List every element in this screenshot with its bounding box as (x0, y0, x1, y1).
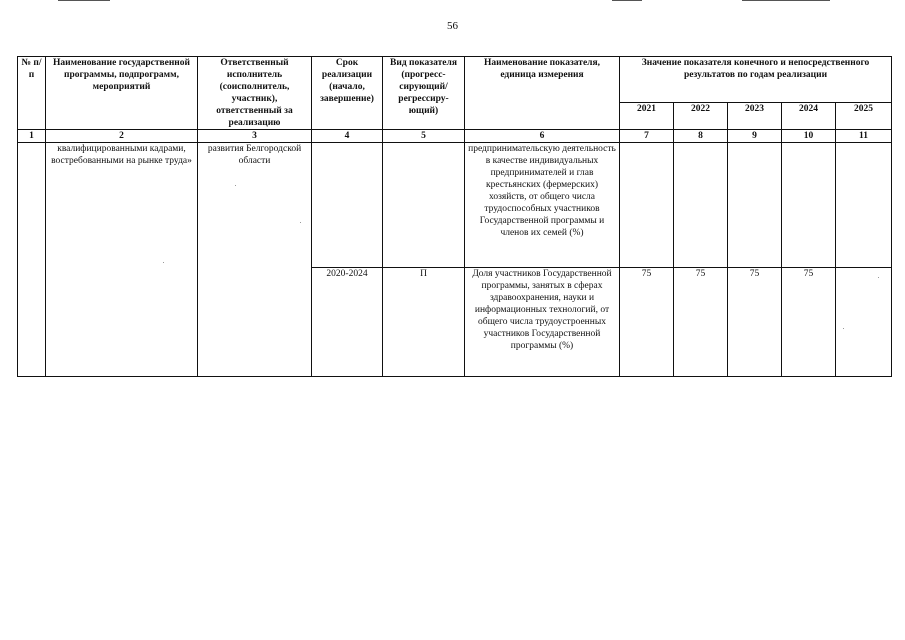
column-number: 11 (836, 130, 892, 143)
cell-period (312, 143, 383, 268)
header-year: 2024 (782, 103, 836, 130)
header-row (18, 57, 892, 103)
table-row (18, 143, 892, 268)
column-number: 5 (383, 130, 465, 143)
top-rule-left (58, 0, 110, 1)
header-year: 2022 (674, 103, 728, 130)
column-number: 2 (46, 130, 198, 143)
cell-indicator: Доля участников Государственной программы, занятых в сферах здравоохранения, науки и информационных технологий, от общего числа трудоустроенных участников Государственной программы (%) (465, 268, 620, 377)
header-year: 2023 (728, 103, 782, 130)
cell-num (18, 143, 46, 377)
cell-executor: развития Белгородской области (198, 143, 312, 377)
cell-value (620, 143, 674, 268)
column-number: 7 (620, 130, 674, 143)
cell-value (782, 143, 836, 268)
column-number: 6 (465, 130, 620, 143)
page-number: 56 (447, 20, 458, 32)
header-period: Срок реализации (начало, завершение) (312, 57, 383, 130)
column-number: 3 (198, 130, 312, 143)
cell-value: 75 (728, 268, 782, 377)
scan-speck (843, 328, 844, 329)
cell-value: 75 (674, 268, 728, 377)
cell-type (383, 143, 465, 268)
cell-period: 2020-2024 (312, 268, 383, 377)
column-number: 8 (674, 130, 728, 143)
cell-value (836, 143, 892, 268)
column-number: 4 (312, 130, 383, 143)
scan-speck (163, 262, 164, 263)
cell-value (836, 268, 892, 377)
scan-speck (300, 222, 301, 223)
header-indicator: Наименование показателя, единица измерения (465, 57, 620, 130)
indicator-table (17, 56, 892, 377)
header-executor: Ответственный исполнитель (соисполнитель, участник), ответственный за реализацию (198, 57, 312, 130)
header-type: Вид показателя (прогресс-сирующий/ регрессиру-ющий) (383, 57, 465, 130)
header-program: Наименование государственной программы, подпрограмм, мероприятий (46, 57, 198, 130)
cell-value: 75 (620, 268, 674, 377)
scan-speck (235, 185, 236, 186)
column-number: 10 (782, 130, 836, 143)
column-number-row (18, 130, 892, 143)
header-year: 2025 (836, 103, 892, 130)
cell-value: 75 (782, 268, 836, 377)
column-number: 1 (18, 130, 46, 143)
header-num: № п/п (18, 57, 46, 130)
top-rule-right (742, 0, 830, 1)
scan-speck (878, 277, 879, 278)
cell-indicator: предпринимательскую деятельность в качестве индивидуальных предпринимателей и глав крестьянских (фермерских) хозяйств, от общего числа трудоспособных участников Государственной программы и членов их семей (%) (465, 143, 620, 268)
top-rule-mid (612, 0, 642, 1)
cell-value (728, 143, 782, 268)
cell-value (674, 143, 728, 268)
header-year: 2021 (620, 103, 674, 130)
column-number: 9 (728, 130, 782, 143)
cell-type: П (383, 268, 465, 377)
cell-program: квалифицированными кадрами, востребованными на рынке труда» (46, 143, 198, 377)
header-values-group: Значение показателя конечного и непосредственного результатов по годам реализации (620, 57, 892, 103)
